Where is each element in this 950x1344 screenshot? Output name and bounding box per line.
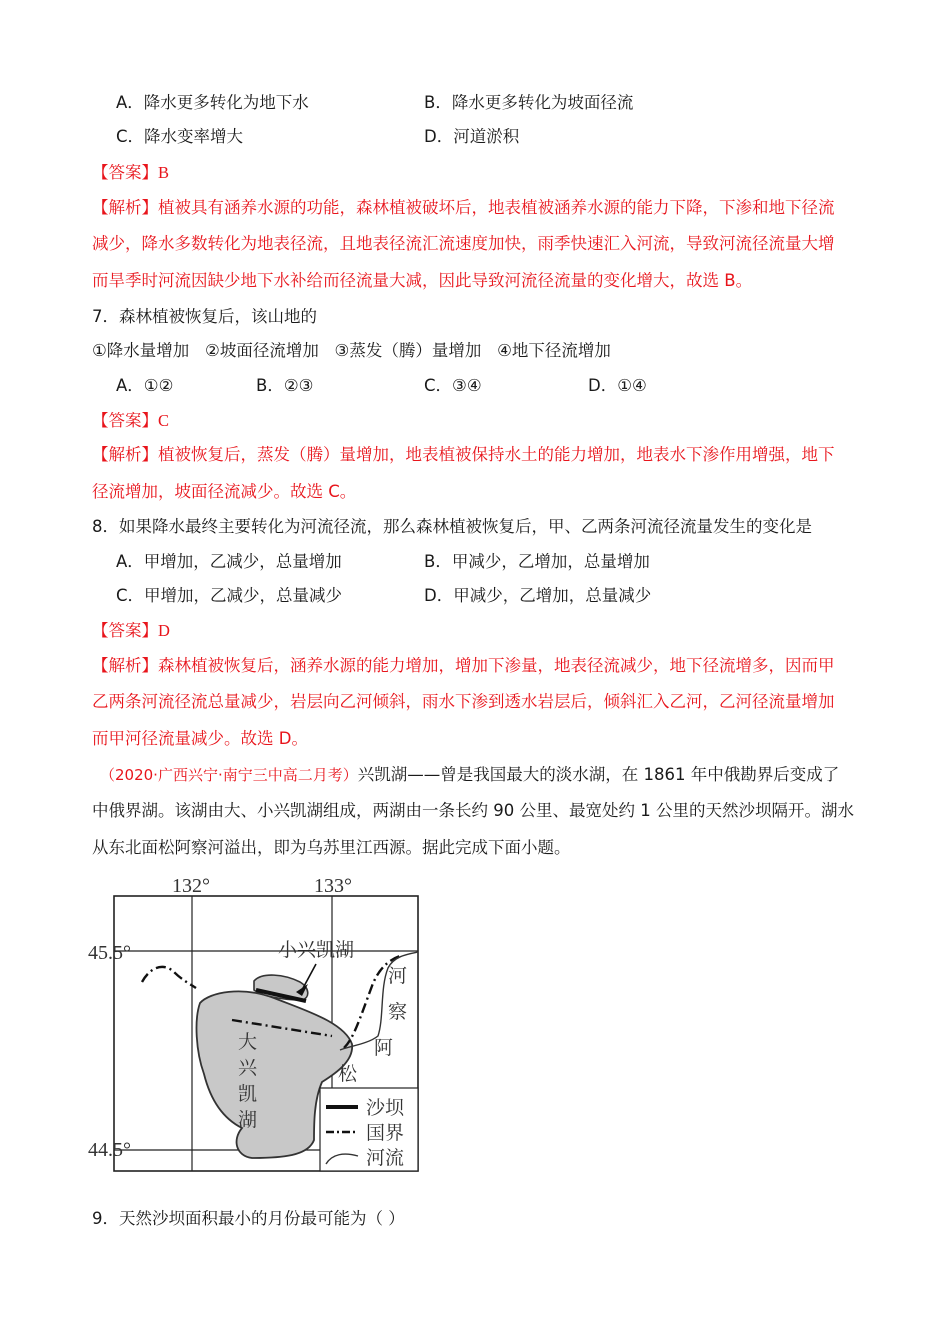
label-small-lake: 小兴凯湖 [278,939,355,961]
label-river-2: 阿 [374,1037,394,1059]
answer-value: C [158,411,170,430]
q6-answer [92,162,169,184]
lat-label-44-5: 44.5° [88,1139,131,1161]
passage-text: 兴凯湖——曾是我国最大的淡水湖，在 1861 年中俄勘界后变成了 [357,765,840,784]
q6-analysis-line-2: 减少，降水多数转化为地表径流，且地表径流汇流速度加快，雨季快速汇入河流，导致河流径流量大增 [92,234,835,253]
q9-stem: 9．天然沙坝面积最小的月份最可能为（ ） [92,1209,405,1228]
analysis-text: 森林植被恢复后，涵养水源的能力增加，增加下渗量，地表径流减少，地下径流增多，因而甲 [158,656,835,675]
answer-value: D [158,621,170,640]
passage-line-2: 中俄界湖。该湖由大、小兴凯湖组成，两湖由一条长约 90 公里、最宽处约 1 公里的天然沙坝隔开。湖水 [92,801,854,820]
label-big-lake-3: 凯 [238,1083,258,1105]
answer-tag: 【答案】 [92,411,158,430]
q7-analysis-line-1 [92,444,835,466]
legend-river-label: 河流 [366,1147,405,1169]
q6-analysis-line-3: 而旱季时河流因缺少地下水补给而径流量大减，因此导致河流径流量的变化增大，故选 B。 [92,271,753,290]
q8-option-d: D．甲减少，乙增加，总量减少 [424,586,652,605]
q8-analysis-line-1 [92,655,835,677]
label-river-1: 松 [338,1063,358,1085]
q7-option-a: A．①② [116,376,174,395]
passage-source: （2020·广西兴宁·南宁三中高二月考） [100,766,358,784]
q6-option-d: D．河道淤积 [424,127,520,146]
lat-label-45-5: 45.5° [88,942,131,964]
q8-answer [92,620,170,642]
analysis-tag: 【解析】 [92,198,158,217]
lon-label-132: 132° [172,875,210,897]
legend-border-label: 国界 [366,1122,405,1144]
q8-option-c: C．甲增加，乙减少，总量减少 [116,586,343,605]
q6-option-b: B．降水更多转化为坡面径流 [424,93,634,112]
q8-analysis-line-3: 而甲河径流量减少。故选 D。 [92,729,308,748]
arrow-line [302,964,316,990]
q6-option-a: A．降水更多转化为地下水 [116,93,309,112]
analysis-tag: 【解析】 [92,445,158,464]
q7-option-c: C．③④ [424,376,482,395]
q7-analysis-line-2: 径流增加，坡面径流减少。故选 C。 [92,482,357,501]
q7-stem: 7．森林植被恢复后，该山地的 [92,307,317,326]
xingkai-lake-map [82,868,427,1178]
answer-tag: 【答案】 [92,163,158,182]
q8-option-a: A．甲增加，乙减少，总量增加 [116,552,342,571]
analysis-tag: 【解析】 [92,656,158,675]
answer-tag: 【答案】 [92,621,158,640]
answer-value: B [158,163,170,182]
q6-option-c: C．降水变率增大 [116,127,244,146]
passage-line-1 [100,764,839,786]
label-big-lake-2: 兴 [238,1057,258,1079]
analysis-text: 植被恢复后，蒸发（腾）量增加，地表植被保持水土的能力增加，地表水下渗作用增强，地下 [158,445,835,464]
q7-option-b: B．②③ [256,376,314,395]
q7-items: ①降水量增加 ②坡面径流增加 ③蒸发（腾）量增加 ④地下径流增加 [92,341,611,360]
q7-option-d: D．①④ [588,376,647,395]
q6-analysis-line-1 [92,197,835,219]
label-big-lake-1: 大 [238,1031,258,1053]
label-big-lake-4: 湖 [238,1109,258,1131]
label-river-4: 河 [388,965,408,987]
q8-stem: 8．如果降水最终主要转化为河流径流，那么森林植被恢复后，甲、乙两条河流径流量发生的变化是 [92,517,812,536]
passage-line-3: 从东北面松阿察河溢出，即为乌苏里江西源。据此完成下面小题。 [92,838,571,857]
q7-answer [92,410,169,432]
label-river-3: 察 [388,1001,408,1023]
legend-sandbar-label: 沙坝 [366,1097,405,1119]
q8-option-b: B．甲减少，乙增加，总量增加 [424,552,650,571]
q8-analysis-line-2: 乙两条河流径流总量减少，岩层向乙河倾斜，雨水下渗到透水岩层后，倾斜汇入乙河，乙河径流量增加 [92,692,835,711]
lon-label-133: 133° [314,875,352,897]
analysis-text: 植被具有涵养水源的功能，森林植被破坏后，地表植被涵养水源的能力下降，下渗和地下径流 [158,198,835,217]
